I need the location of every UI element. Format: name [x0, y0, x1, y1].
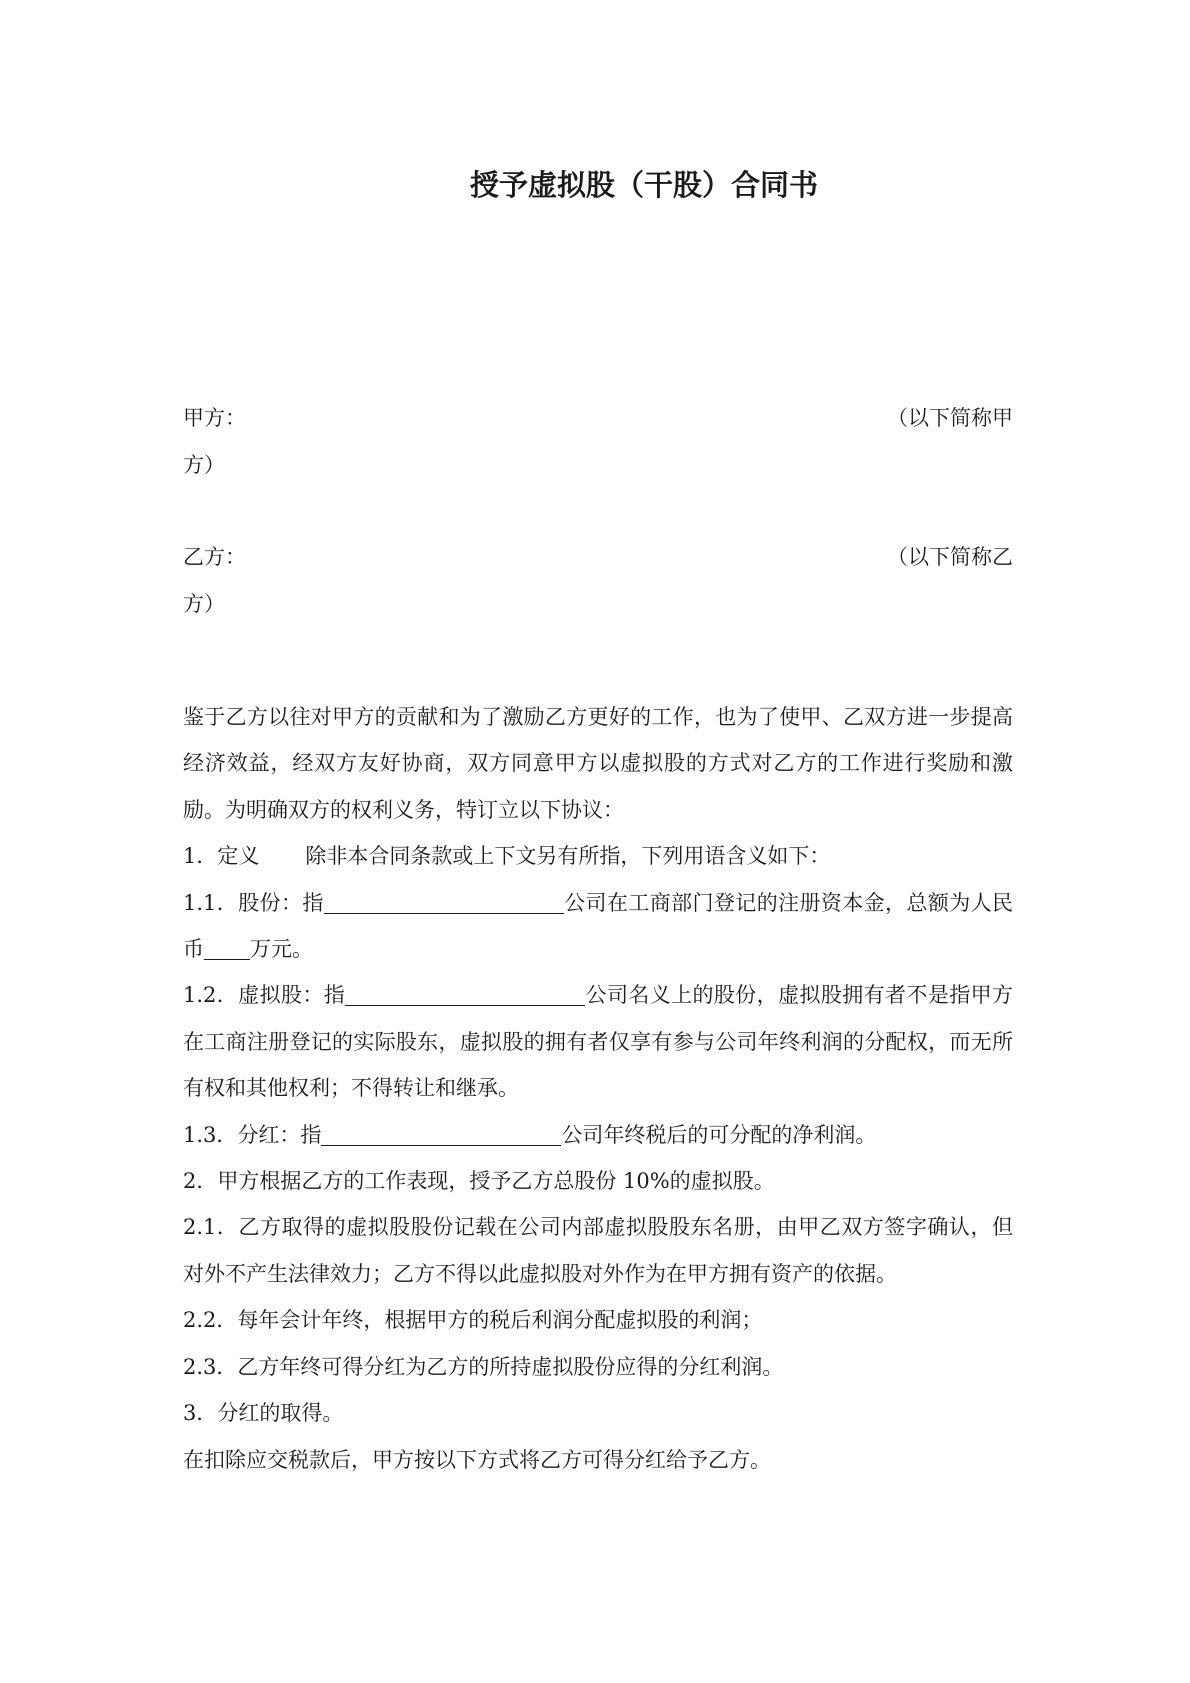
capital-amount-blank[interactable]: [204, 937, 250, 960]
intro-paragraph: 鉴于乙方以往对甲方的贡献和为了激励乙方更好的工作，也为了使甲、乙双方进一步提高经济效益，经双方友好协商，双方同意甲方以虚拟股的方式对乙方的工作进行奖励和激励。为明确双方的权利义务，特订立以下协议：: [183, 705, 1013, 822]
clause-1-head: 1．定义: [183, 844, 260, 869]
clause-1-2-head: 1.2．虚拟股：指: [183, 983, 346, 1008]
party-a-note-end: 方）: [183, 453, 225, 477]
clause-1-1-text: 公司在工商部门登记的注册资本金，总额为人民币: [183, 890, 1014, 962]
clause-1-2-text: 公司名义上的股份，虚拟股拥有者不是指甲方在工商注册登记的实际股东，虚拟股的拥有者仅享有参与公司年终利润的分配权，而无所有权和其他权利；不得转让和继承。: [183, 983, 1014, 1101]
clause-1: [183, 833, 1013, 879]
company-name-blank[interactable]: [345, 983, 585, 1006]
clause-1-3: [183, 1112, 1013, 1158]
party-a-label: 甲方：: [183, 406, 246, 430]
document-title: 授予虚拟股（干股）合同书: [470, 168, 819, 202]
clause-1-text: 除非本合同条款或上下文另有所指，下列用语含义如下：: [305, 844, 831, 869]
clause-2-2: 2.2．每年会计年终，根据甲方的税后利润分配虚拟股的利润；: [183, 1308, 763, 1333]
party-b-note-end: 方）: [183, 592, 225, 616]
clause-2-3: 2.3．乙方年终可得分红为乙方的所持虚拟股份应得的分红利润。: [183, 1354, 784, 1379]
contract-body: [183, 694, 1013, 1483]
clause-3-text: 在扣除应交税款后，甲方按以下方式将乙方可得分红给予乙方。: [183, 1447, 771, 1472]
company-name-blank[interactable]: [321, 1123, 561, 1146]
party-a-note: （以下简称甲: [887, 406, 1013, 430]
clause-1-1: [183, 880, 1013, 973]
party-b-label: 乙方：: [183, 545, 246, 569]
party-b-note: （以下简称乙: [887, 545, 1013, 569]
clause-1-1-unit: 万元。: [250, 937, 313, 962]
clause-3: 3．分红的取得。: [183, 1401, 344, 1426]
clause-2: 2．甲方根据乙方的工作表现，授予乙方总股份 10%的虚拟股。: [183, 1169, 775, 1194]
clause-1-3-head: 1.3．分红：指: [183, 1122, 322, 1147]
clause-1-2: [183, 972, 1013, 1111]
company-name-blank[interactable]: [324, 891, 564, 914]
clause-1-1-head: 1.1．股份：指: [183, 890, 324, 915]
clause-2-1: 2.1．乙方取得的虚拟股股份记载在公司内部虚拟股股东名册，由甲乙双方签字确认，但对外不产生法律效力；乙方不得以此虚拟股对外作为在甲方拥有资产的依据。: [183, 1215, 1013, 1286]
clause-1-3-text: 公司年终税后的可分配的净利润。: [561, 1122, 877, 1147]
